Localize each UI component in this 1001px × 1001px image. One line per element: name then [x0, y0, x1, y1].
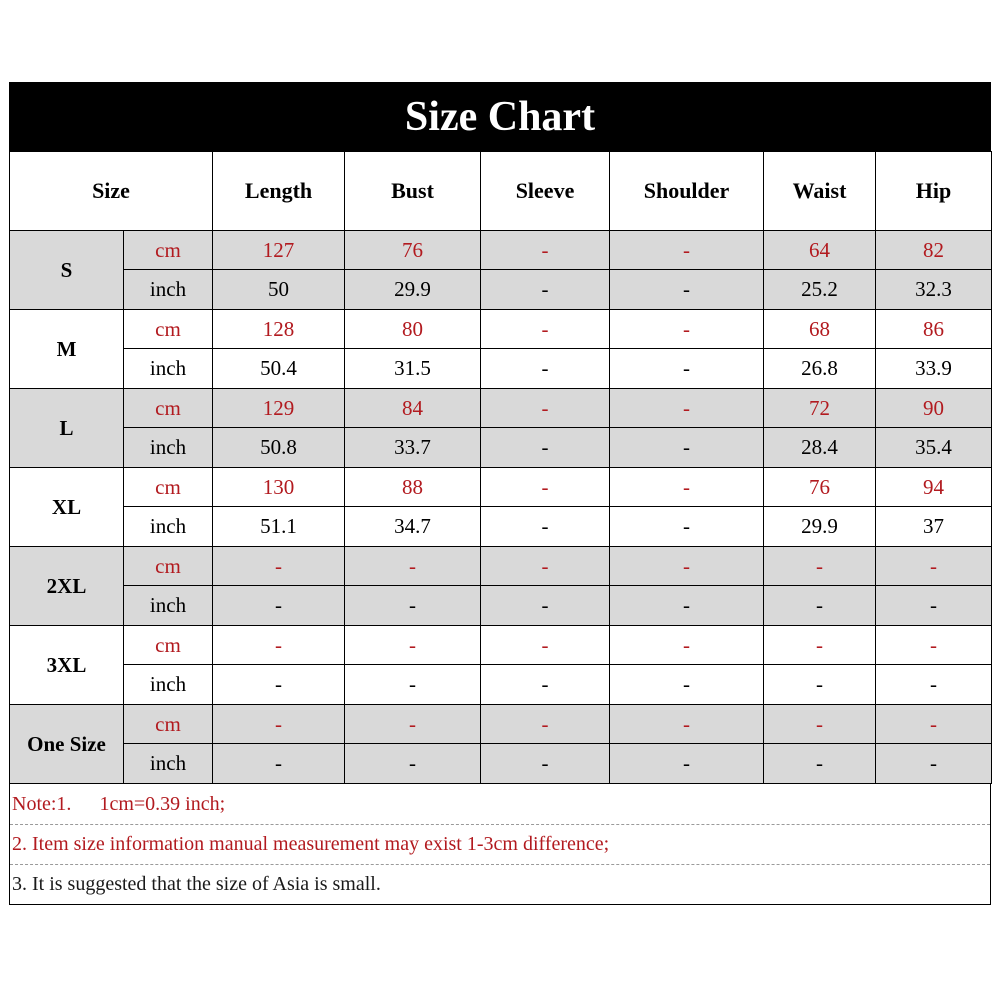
cell-length: -: [213, 744, 345, 784]
size-row-inch: [10, 349, 992, 389]
cell-shoulder: -: [610, 626, 764, 665]
cell-bust: 29.9: [345, 270, 481, 310]
cell-shoulder: -: [610, 270, 764, 310]
size-row-cm: [10, 468, 992, 507]
unit-label: cm: [124, 547, 213, 586]
cell-waist: 68: [764, 310, 876, 349]
cell-sleeve: -: [481, 310, 610, 349]
unit-label: cm: [124, 231, 213, 270]
cell-bust: -: [345, 626, 481, 665]
cell-waist: 72: [764, 389, 876, 428]
cell-waist: 25.2: [764, 270, 876, 310]
cell-bust: -: [345, 586, 481, 626]
size-row-cm: [10, 626, 992, 665]
unit-label: inch: [124, 586, 213, 626]
cell-shoulder: -: [610, 428, 764, 468]
note-1-prefix: Note:1.: [12, 792, 72, 815]
cell-sleeve: -: [481, 586, 610, 626]
size-label: L: [10, 389, 124, 468]
cell-shoulder: -: [610, 744, 764, 784]
cell-hip: 82: [876, 231, 992, 270]
size-row-cm: [10, 705, 992, 744]
cell-hip: -: [876, 586, 992, 626]
cell-hip: -: [876, 547, 992, 586]
size-row-inch: [10, 586, 992, 626]
unit-label: cm: [124, 626, 213, 665]
size-label: S: [10, 231, 124, 310]
cell-length: 130: [213, 468, 345, 507]
size-label: 3XL: [10, 626, 124, 705]
size-label: M: [10, 310, 124, 389]
notes-section: [9, 784, 991, 905]
size-label: One Size: [10, 705, 124, 784]
cell-shoulder: -: [610, 310, 764, 349]
cell-sleeve: -: [481, 389, 610, 428]
unit-label: cm: [124, 705, 213, 744]
cell-bust: -: [345, 705, 481, 744]
cell-waist: 64: [764, 231, 876, 270]
cell-hip: 33.9: [876, 349, 992, 389]
cell-shoulder: -: [610, 507, 764, 547]
cell-sleeve: -: [481, 507, 610, 547]
cell-bust: 88: [345, 468, 481, 507]
header-size: Size: [10, 152, 213, 231]
cell-hip: -: [876, 744, 992, 784]
unit-label: inch: [124, 270, 213, 310]
cell-hip: -: [876, 665, 992, 705]
cell-waist: 29.9: [764, 507, 876, 547]
cell-length: 129: [213, 389, 345, 428]
chart-title: Size Chart: [9, 82, 991, 151]
header-sleeve: Sleeve: [481, 152, 610, 231]
cell-sleeve: -: [481, 349, 610, 389]
unit-label: cm: [124, 310, 213, 349]
cell-hip: 90: [876, 389, 992, 428]
cell-sleeve: -: [481, 665, 610, 705]
size-row-inch: [10, 507, 992, 547]
cell-length: 51.1: [213, 507, 345, 547]
unit-label: inch: [124, 349, 213, 389]
size-row-inch: [10, 665, 992, 705]
cell-bust: -: [345, 665, 481, 705]
unit-label: inch: [124, 507, 213, 547]
cell-length: 50: [213, 270, 345, 310]
cell-length: -: [213, 626, 345, 665]
cell-bust: 34.7: [345, 507, 481, 547]
cell-shoulder: -: [610, 349, 764, 389]
header-length: Length: [213, 152, 345, 231]
cell-length: -: [213, 547, 345, 586]
cell-length: -: [213, 586, 345, 626]
cell-shoulder: -: [610, 705, 764, 744]
cell-sleeve: -: [481, 705, 610, 744]
cell-sleeve: -: [481, 626, 610, 665]
cell-shoulder: -: [610, 586, 764, 626]
cell-hip: -: [876, 705, 992, 744]
cell-sleeve: -: [481, 744, 610, 784]
note-3: 3. It is suggested that the size of Asia is small.: [10, 864, 990, 904]
note-2: 2. Item size information manual measurement may exist 1-3cm difference;: [10, 824, 990, 864]
cell-bust: 76: [345, 231, 481, 270]
cell-sleeve: -: [481, 270, 610, 310]
cell-bust: 80: [345, 310, 481, 349]
cell-waist: -: [764, 744, 876, 784]
size-row-inch: [10, 270, 992, 310]
header-waist: Waist: [764, 152, 876, 231]
cell-hip: 94: [876, 468, 992, 507]
cell-bust: 84: [345, 389, 481, 428]
cell-bust: 31.5: [345, 349, 481, 389]
cell-shoulder: -: [610, 547, 764, 586]
cell-waist: -: [764, 547, 876, 586]
note-1-text: 1cm=0.39 inch;: [99, 792, 226, 815]
header-bust: Bust: [345, 152, 481, 231]
size-row-cm: [10, 310, 992, 349]
size-chart: [9, 82, 991, 905]
cell-shoulder: -: [610, 389, 764, 428]
unit-label: inch: [124, 744, 213, 784]
size-label: 2XL: [10, 547, 124, 626]
cell-bust: -: [345, 744, 481, 784]
cell-length: 128: [213, 310, 345, 349]
cell-waist: 76: [764, 468, 876, 507]
cell-shoulder: -: [610, 665, 764, 705]
cell-hip: 86: [876, 310, 992, 349]
cell-waist: -: [764, 626, 876, 665]
header-row: [10, 152, 992, 231]
cell-length: 127: [213, 231, 345, 270]
size-body: [10, 231, 992, 784]
note-1: [10, 784, 990, 824]
cell-waist: -: [764, 665, 876, 705]
cell-shoulder: -: [610, 231, 764, 270]
unit-label: inch: [124, 665, 213, 705]
cell-sleeve: -: [481, 231, 610, 270]
cell-length: -: [213, 705, 345, 744]
cell-hip: 32.3: [876, 270, 992, 310]
cell-bust: 33.7: [345, 428, 481, 468]
size-row-inch: [10, 744, 992, 784]
cell-waist: 28.4: [764, 428, 876, 468]
unit-label: cm: [124, 389, 213, 428]
cell-waist: -: [764, 705, 876, 744]
header-shoulder: Shoulder: [610, 152, 764, 231]
size-row-cm: [10, 547, 992, 586]
cell-shoulder: -: [610, 468, 764, 507]
cell-length: 50.8: [213, 428, 345, 468]
unit-label: cm: [124, 468, 213, 507]
size-table: [9, 151, 992, 784]
size-row-cm: [10, 231, 992, 270]
unit-label: inch: [124, 428, 213, 468]
cell-length: 50.4: [213, 349, 345, 389]
cell-sleeve: -: [481, 468, 610, 507]
header-hip: Hip: [876, 152, 992, 231]
size-row-cm: [10, 389, 992, 428]
cell-length: -: [213, 665, 345, 705]
cell-waist: 26.8: [764, 349, 876, 389]
cell-sleeve: -: [481, 428, 610, 468]
size-row-inch: [10, 428, 992, 468]
cell-hip: -: [876, 626, 992, 665]
size-label: XL: [10, 468, 124, 547]
cell-sleeve: -: [481, 547, 610, 586]
cell-hip: 35.4: [876, 428, 992, 468]
cell-hip: 37: [876, 507, 992, 547]
cell-waist: -: [764, 586, 876, 626]
cell-bust: -: [345, 547, 481, 586]
